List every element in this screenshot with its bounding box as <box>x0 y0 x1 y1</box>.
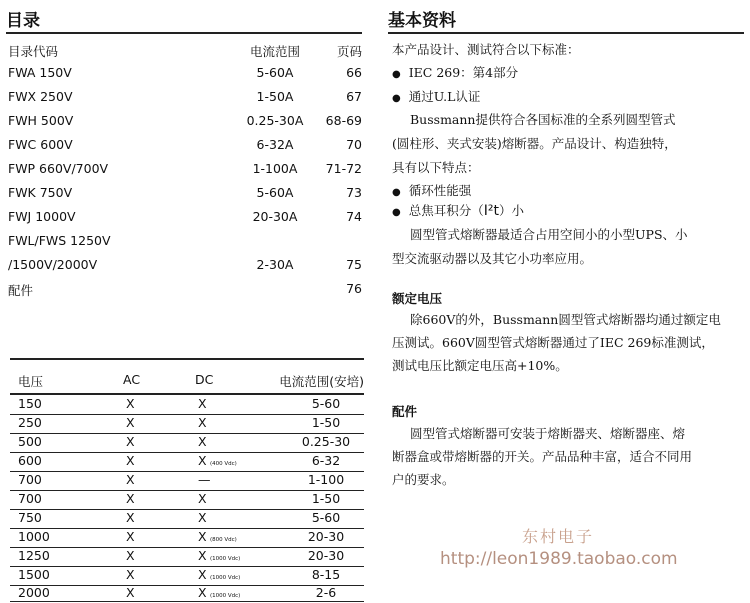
bullet-item <box>392 201 524 219</box>
toc-code: 配件 <box>8 283 34 298</box>
vt-range: 5-60 <box>311 510 341 525</box>
basics-intro: 本产品设计、测试符合以下标准： <box>392 42 580 57</box>
voltage-table-bottom-rule <box>10 601 364 602</box>
vt-ac: X <box>126 434 135 449</box>
vt-dc: X <box>198 510 207 525</box>
toc-page: 70 <box>346 137 362 152</box>
bullet-item <box>392 87 480 105</box>
toc-page: 66 <box>346 65 362 80</box>
vt-dc: X <box>198 415 207 430</box>
toc-title: 目录 <box>6 11 40 31</box>
vt-dc: X <box>198 434 207 449</box>
voltage-table-top-rule <box>10 358 364 360</box>
basics-para2-line1: 圆型管式熔断器最适合占用空间小的小型UPS、小 <box>410 227 688 242</box>
vt-ac: X <box>126 453 135 468</box>
vt-ac: X <box>126 396 135 411</box>
vt-voltage: 700 <box>18 472 42 487</box>
vt-range: 6-32 <box>311 453 341 468</box>
toc-page: 68-69 <box>325 113 362 128</box>
vt-dc: X <box>198 491 207 506</box>
vt-voltage: 700 <box>18 491 42 506</box>
basics-para1-line3: 具有以下特点： <box>392 160 480 175</box>
vt-dc: X <box>198 529 207 544</box>
voltage-table-row <box>10 396 364 414</box>
vt-voltage: 600 <box>18 453 42 468</box>
toc-header-page: 页码 <box>336 44 362 59</box>
vt-range: 1-50 <box>311 491 341 506</box>
toc-row <box>8 185 362 209</box>
accessories-line3: 户的要求。 <box>392 472 455 487</box>
toc-code: FWL/FWS 1250V <box>8 233 111 248</box>
vt-header-voltage: 电压 <box>18 374 44 389</box>
vt-dc: X <box>198 396 207 411</box>
toc-code: FWJ 1000V <box>8 209 76 224</box>
vt-ac: X <box>126 567 135 582</box>
voltage-table-row <box>10 510 364 528</box>
bullet-text: 循环性能强 <box>408 183 472 198</box>
vt-voltage: 2000 <box>18 585 50 600</box>
toc-code: FWP 660V/700V <box>8 161 109 176</box>
toc-range: 2-30A <box>256 257 294 272</box>
rated-voltage-line2: 压测试。660V圆型管式熔断器通过了IEC 269标准测试， <box>392 335 714 350</box>
vt-dc: X <box>198 548 207 563</box>
toc-code: FWA 150V <box>8 65 72 80</box>
toc-page: 74 <box>346 209 362 224</box>
basics-para1-line2: (圆柱形、夹式安装)熔断器。产品设计、构造独特， <box>392 136 677 151</box>
rated-voltage-title: 额定电压 <box>392 291 443 306</box>
toc-row <box>8 89 362 113</box>
vt-range: 8-15 <box>311 567 341 582</box>
vt-voltage: 150 <box>18 396 42 411</box>
vt-header-dc: DC <box>195 372 214 387</box>
toc-row <box>8 281 362 305</box>
toc-page: 75 <box>346 257 362 272</box>
toc-row <box>8 161 362 185</box>
vt-dc: X <box>198 567 207 582</box>
toc-range: 5-60A <box>256 65 294 80</box>
vt-dc: — <box>198 472 211 487</box>
vt-ac: X <box>126 529 135 544</box>
toc-page: 71-72 <box>325 161 362 176</box>
bullet-text-end: ）小 <box>498 203 524 218</box>
accessories-title: 配件 <box>392 404 418 419</box>
vt-range: 5-60 <box>311 396 341 411</box>
vt-ac: X <box>126 491 135 506</box>
bullet-dot: ● <box>392 69 401 80</box>
vt-voltage: 750 <box>18 510 42 525</box>
i2t-symbol: I²t <box>483 203 499 219</box>
vt-range: 20-30 <box>307 548 345 563</box>
bullet-text: IEC 269：第4部分 <box>408 65 519 80</box>
voltage-table-row <box>10 529 364 547</box>
vt-dc: X <box>198 453 207 468</box>
vt-range: 1-50 <box>311 415 341 430</box>
vt-note: (400 Vdc) <box>210 461 237 467</box>
vt-header-ac: AC <box>123 372 141 387</box>
vt-header-range: 电流范围(安培) <box>279 374 364 389</box>
bullet-text: 总焦耳积分（ <box>408 203 484 218</box>
voltage-table-row <box>10 415 364 433</box>
watermark-shop-name: 东村电子 <box>522 527 595 546</box>
basics-title: 基本资料 <box>388 11 456 31</box>
toc-page: 76 <box>346 281 362 296</box>
voltage-table-row <box>10 453 364 471</box>
toc-row <box>8 137 362 161</box>
toc-row <box>8 209 362 233</box>
toc-row <box>8 233 362 257</box>
accessories-line2: 断器盒或带熔断器的开关。产品品种丰富，适合不同用 <box>392 449 693 464</box>
voltage-table-row <box>10 548 364 566</box>
bullet-item <box>392 63 518 81</box>
voltage-table-row <box>10 472 364 490</box>
bullet-item <box>392 181 471 199</box>
toc-row <box>8 113 362 137</box>
bullet-dot: ● <box>392 187 401 198</box>
vt-note: (1000 Vdc) <box>210 575 241 581</box>
vt-dc: X <box>198 585 207 600</box>
vt-range: 20-30 <box>307 529 345 544</box>
toc-row <box>8 257 362 281</box>
toc-code: FWX 250V <box>8 89 73 104</box>
toc-range: 1-50A <box>256 89 294 104</box>
vt-ac: X <box>126 585 135 600</box>
toc-header-range: 电流范围 <box>249 44 300 59</box>
toc-range: 0.25-30A <box>246 113 304 128</box>
vt-note: (1000 Vdc) <box>210 593 241 599</box>
toc-header-row <box>8 42 362 66</box>
vt-note: (1000 Vdc) <box>210 556 241 562</box>
vt-note: (800 Vdc) <box>210 537 237 543</box>
watermark-url: http://leon1989.taobao.com <box>440 549 678 569</box>
toc-title-rule <box>6 32 362 34</box>
bullet-dot: ● <box>392 207 401 218</box>
vt-ac: X <box>126 415 135 430</box>
toc-range: 1-100A <box>252 161 298 176</box>
vt-ac: X <box>126 510 135 525</box>
bullet-dot: ● <box>392 93 401 104</box>
voltage-table-row <box>10 434 364 452</box>
toc-code: FWH 500V <box>8 113 74 128</box>
basics-title-rule <box>388 32 744 34</box>
basics-para1-line1: Bussmann提供符合各国标准的全系列圆型管式 <box>410 112 676 127</box>
toc-range: 5-60A <box>256 185 294 200</box>
vt-voltage: 250 <box>18 415 42 430</box>
toc-code: FWK 750V <box>8 185 73 200</box>
vt-voltage: 1250 <box>18 548 50 563</box>
rated-voltage-line1: 除660V的外，Bussmann圆型管式熔断器均通过额定电 <box>410 312 721 327</box>
bullet-text: 通过U.L认证 <box>408 89 481 104</box>
rated-voltage-line3: 测试电压比额定电压高+10%。 <box>392 358 568 373</box>
voltage-table-header <box>10 366 364 394</box>
toc-code: FWC 600V <box>8 137 73 152</box>
vt-ac: X <box>126 472 135 487</box>
toc-page: 73 <box>346 185 362 200</box>
vt-range: 2-6 <box>315 585 337 600</box>
voltage-table-row <box>10 491 364 509</box>
basics-para2-line2: 型交流驱动器以及其它小功率应用。 <box>392 251 593 266</box>
voltage-table-row <box>10 567 364 585</box>
vt-ac: X <box>126 548 135 563</box>
accessories-line1: 圆型管式熔断器可安装于熔断器夹、熔断器座、熔 <box>410 426 686 441</box>
vt-range: 1-100 <box>307 472 345 487</box>
toc-row <box>8 65 362 89</box>
vt-voltage: 500 <box>18 434 42 449</box>
toc-code: /1500V/2000V <box>8 257 98 272</box>
toc-header-code: 目录代码 <box>8 44 59 59</box>
vt-voltage: 1000 <box>18 529 50 544</box>
toc-range: 20-30A <box>252 209 298 224</box>
toc-page: 67 <box>346 89 362 104</box>
toc-range: 6-32A <box>256 137 294 152</box>
vt-range: 0.25-30 <box>301 434 351 449</box>
vt-voltage: 1500 <box>18 567 50 582</box>
voltage-table-header-rule <box>10 393 364 395</box>
